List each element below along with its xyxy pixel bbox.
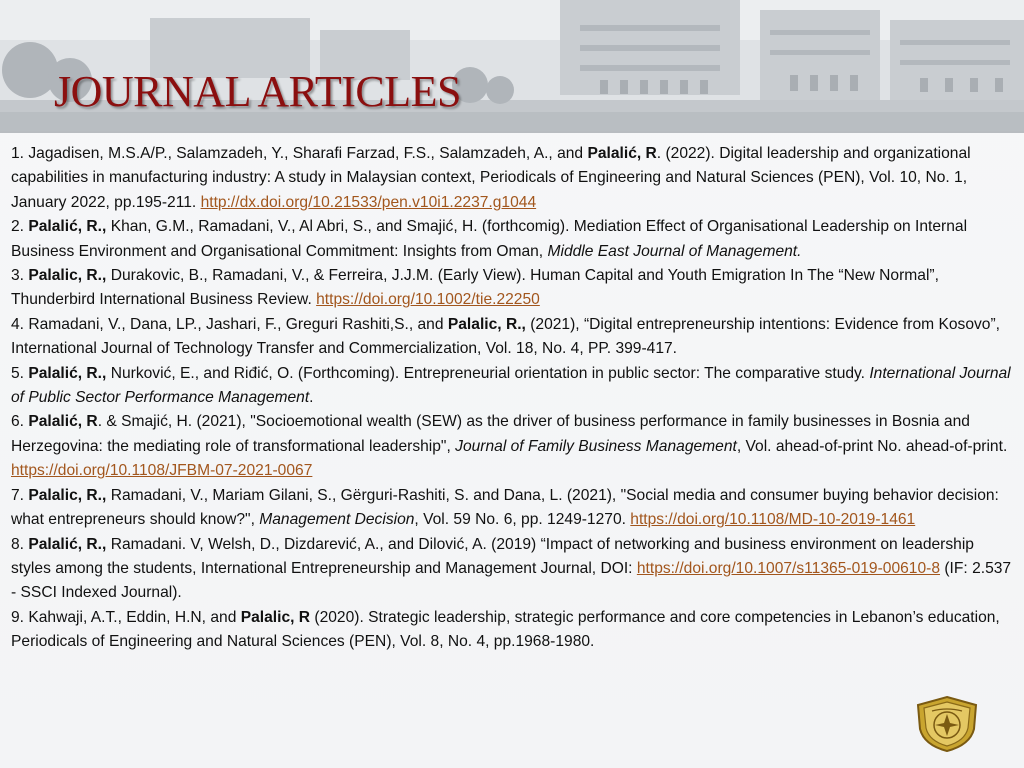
article-item: 4. Ramadani, V., Dana, LP., Jashari, F., Greguri Rashiti,S., and Palalic, R., (2021), “Digital entrepreneurship intentions: Evidence from Kosovo”, International Journal of Technology Transfer and Commercialization, Vol. 18, No. 4, PP. 399-417. [11,315,1000,358]
author-highlight: Palalić, R [28,413,98,431]
article-item: 3. Palalic, R., Durakovic, B., Ramadani, V., & Ferreira, J.J.M. (Early View). Human Capital and Youth Emigration In The “New Normal”, Thunderbird International Business Review. https://doi.org/10.1002/tie.22250 [11,267,939,309]
article-item: 2. Palalić, R., Khan, G.M., Ramadani, V., Al Abri, S., and Smajić, H. (forthcomig). Mediation Effect of Organisational Leadership on Internal Business Environment and Organisational Commitment: Insights from Oman, Middle East Journal of Management. [11,218,968,260]
article-item: 9. Kahwaji, A.T., Eddin, H.N, and Palalic, R (2020). Strategic leadership, strategic performance and core competencies in Lebanon’s education, Periodicals of Engineering and Natural Sciences (PEN), Vol. 8, No. 4, pp.1968-1980. [11,608,1000,651]
author-highlight: Palalić, R., [28,218,107,236]
author-highlight: Palalic, R., [28,486,107,504]
journal-articles-list [11,142,1017,655]
header-banner [0,0,1024,132]
author-highlight: Palalic, R., [28,267,107,285]
author-highlight: Palalic, R [240,608,311,626]
journal-name: Management Decision [259,511,415,529]
author-highlight: Palalić, R [587,145,657,162]
university-seal-icon [914,695,980,753]
article-item: 8. Palalić, R., Ramadani. V, Welsh, D., Dizdarević, A., and Dilović, A. (2019) “Impact of networking and business environment on leadership styles among the students, International Entrepreneurship and Management Journal, DOI: https://doi.org/10.1007/s11365-019-00610-8 (IF: 2.537 - SSCI Indexed Journal). [11,535,1012,602]
doi-link[interactable]: https://doi.org/10.1007/s11365-019-00610-8 [636,559,941,577]
article-item: 5. Palalić, R., Nurković, E., and Riđić, O. (Forthcoming). Entrepreneurial orientation in public sector: The comparative study. International Journal of Public Sector Performance Management. [11,364,1011,407]
doi-link[interactable]: http://dx.doi.org/10.21533/pen.v10i1.2237.g1044 [200,193,537,211]
page-title: JOURNAL ARTICLES [54,67,461,116]
doi-link[interactable]: https://doi.org/10.1108/MD-10-2019-1461 [630,511,916,529]
author-highlight: Palalić, R., [28,535,107,553]
author-highlight: Palalić, R., [28,364,107,382]
author-highlight: Palalic, R., [447,315,526,333]
doi-link[interactable]: https://doi.org/10.1002/tie.22250 [316,291,540,309]
journal-name: International Journal of Public Sector Performance Management [11,364,1011,407]
article-item: 6. Palalić, R. & Smajić, H. (2021), "Socioemotional wealth (SEW) as the driver of business performance in family businesses in Bosnia and Herzegovina: the mediating role of transformational leadership", Journal of Family Business Management, Vol. ahead-of-print No. ahead-of-print. https://doi.org/10.1108/JFBM-07-2021-0067 [11,413,1008,480]
journal-name: Middle East Journal of Management. [547,242,802,260]
article-item: 1. Jagadisen, M.S.A/P., Salamzadeh, Y., Sharafi Farzad, F.S., Salamzadeh, A., and Palalić, R. (2022). Digital leadership and organizational capabilities in manufacturing industry: A study in Malaysian context, Periodicals of Engineering and Natural Sciences (PEN), Vol. 10, No. 1, January 2022, pp.195-211. http://dx.doi.org/10.21533/pen.v10i1.2237.g1044 [11,145,971,211]
doi-link[interactable]: https://doi.org/10.1108/JFBM-07-2021-0067 [11,462,313,480]
journal-name: Journal of Family Business Management [455,437,737,455]
article-item: 7. Palalic, R., Ramadani, V., Mariam Gilani, S., Gërguri-Rashiti, S. and Dana, L. (2021), "Social media and consumer buying behavior decision: what entrepreneurs should know?", Management Decision, Vol. 59 No. 6, pp. 1249-1270. https://doi.org/10.1108/MD-10-2019-1461 [11,486,999,529]
